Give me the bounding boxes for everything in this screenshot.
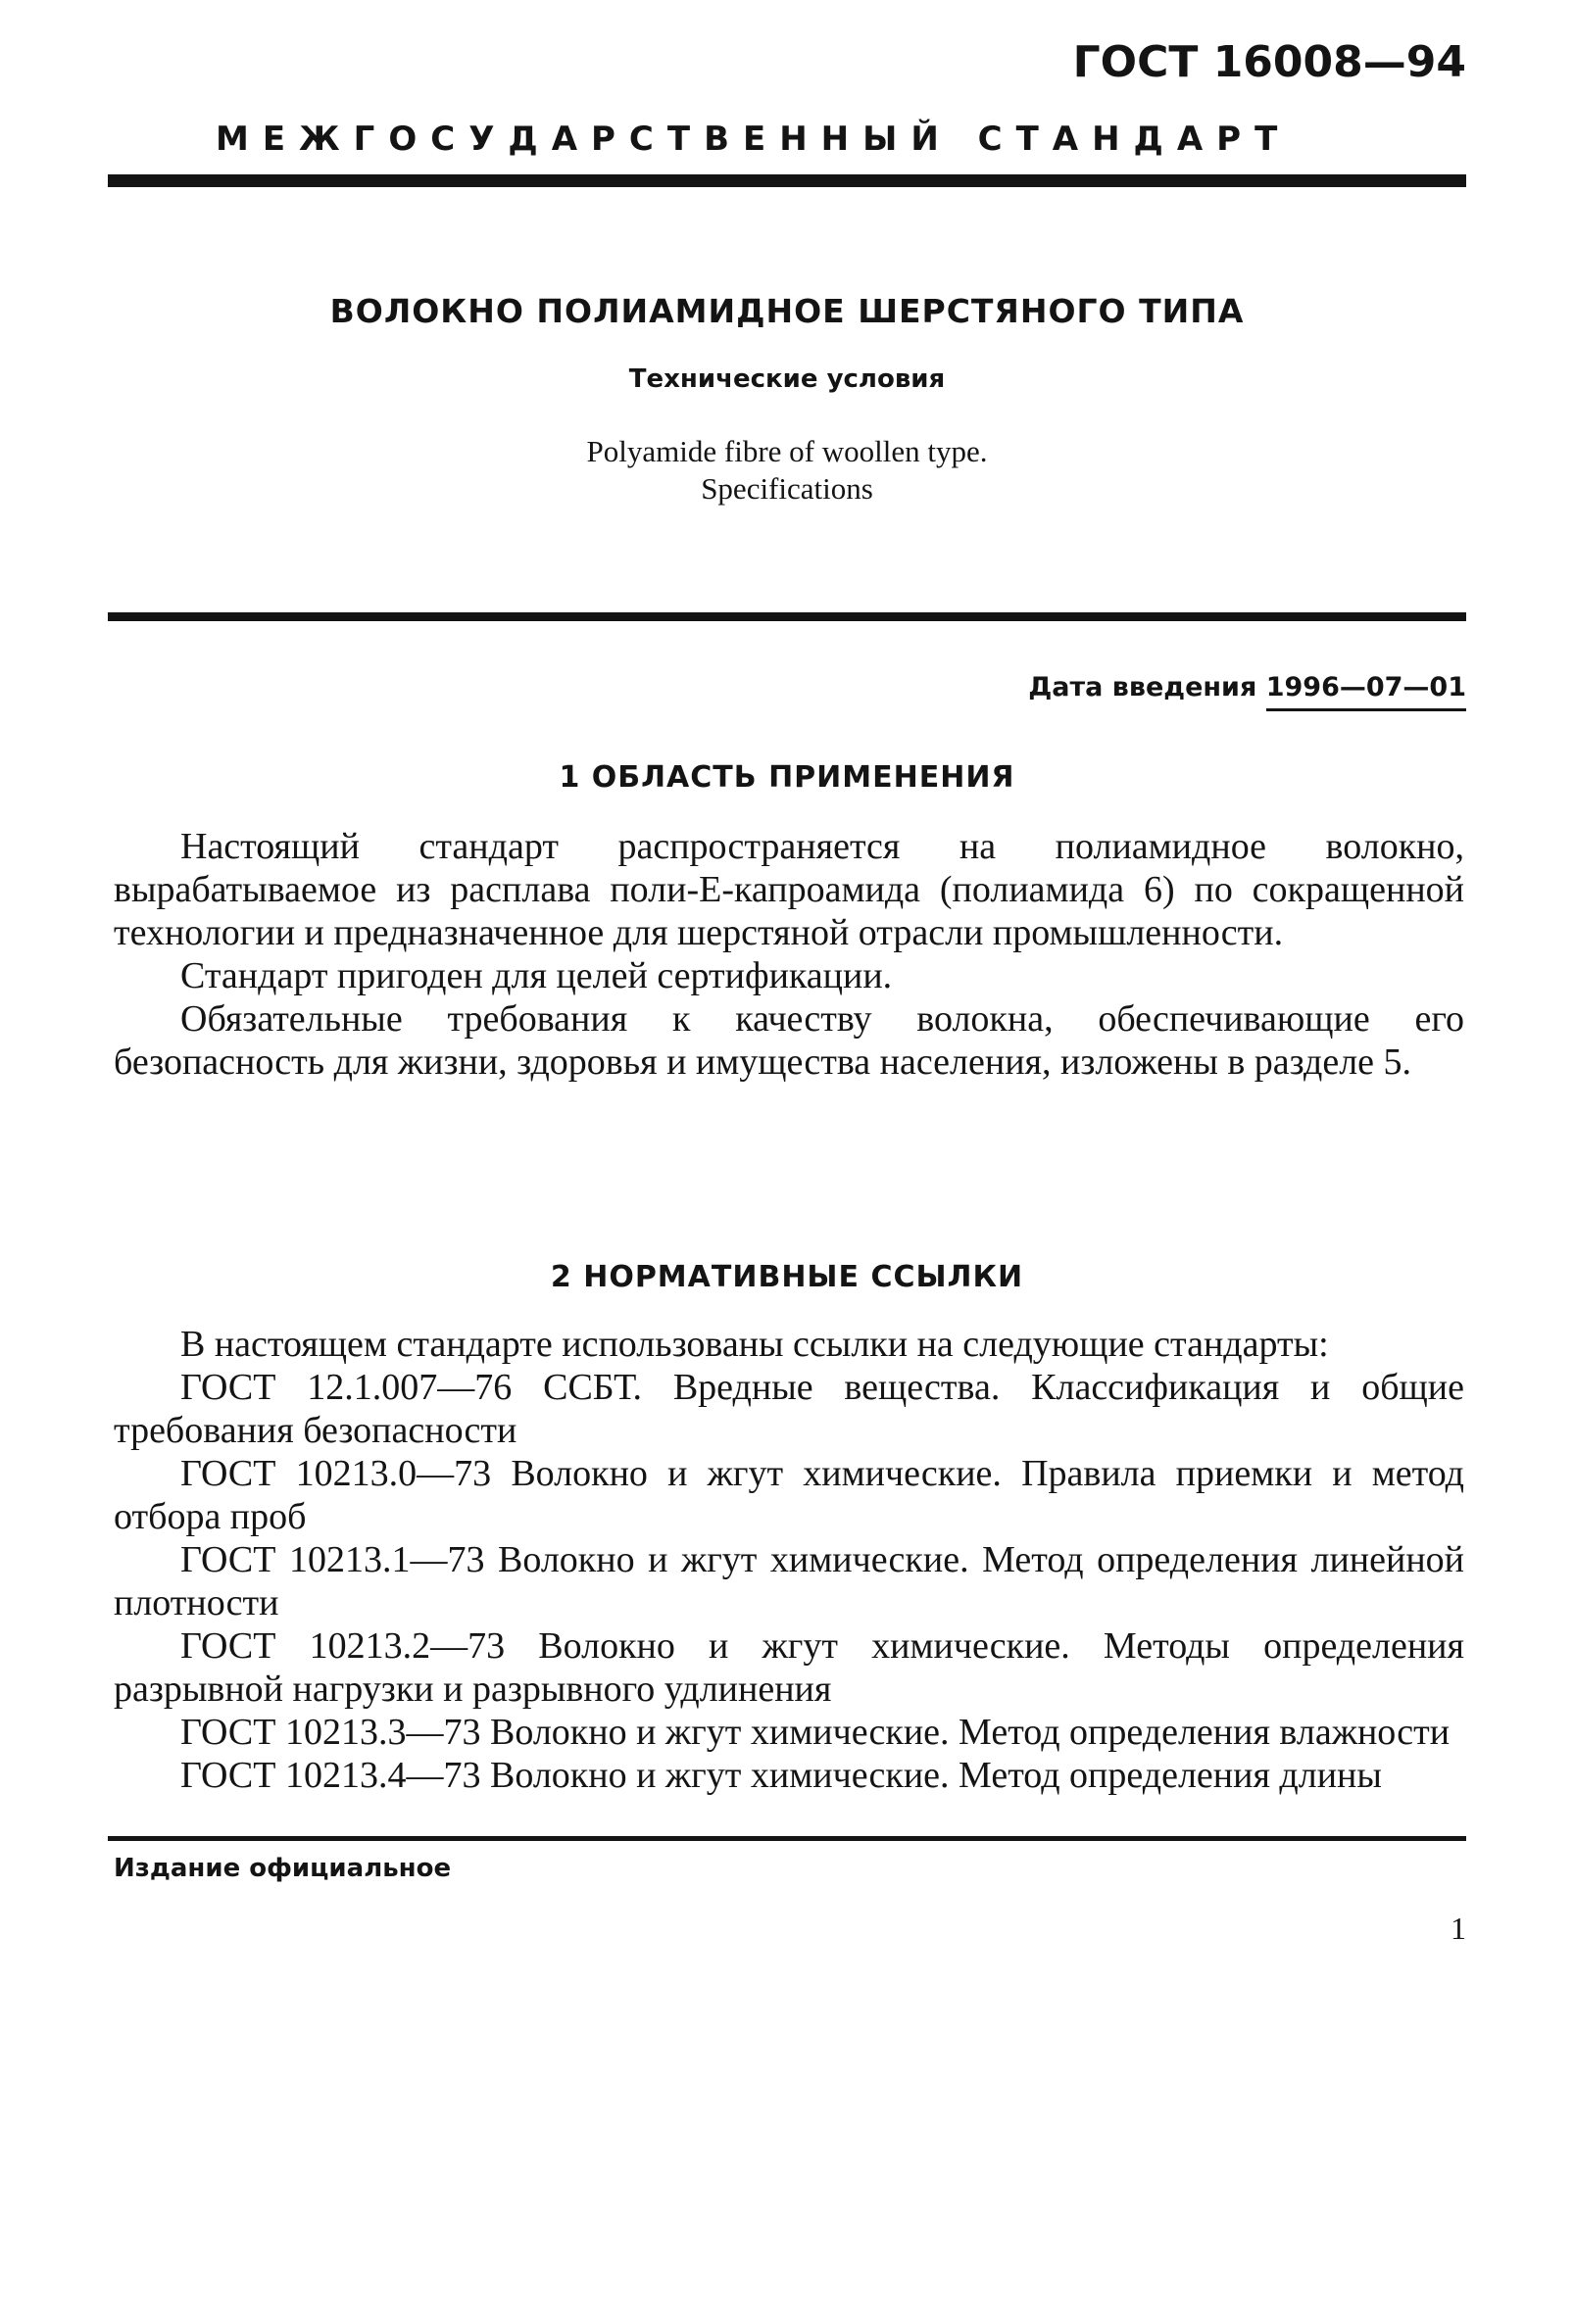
reference-item: ГОСТ 10213.1—73 Волокно и жгут химические. Метод определения линейной плотности <box>114 1539 1464 1623</box>
paragraph: Стандарт пригоден для целей сертификации. <box>180 955 893 996</box>
header-rule <box>108 174 1466 187</box>
reference-item: ГОСТ 10213.0—73 Волокно и жгут химические. Правила приемки и метод отбора проб <box>114 1453 1464 1537</box>
reference-item: ГОСТ 10213.3—73 Волокно и жгут химические. Метод определения влажности <box>180 1712 1451 1753</box>
introduction-date-label: Дата введения <box>1028 672 1257 702</box>
section-1-heading: 1 ОБЛАСТЬ ПРИМЕНЕНИЯ <box>559 760 1015 795</box>
gost-number: ГОСТ 16008—94 <box>1072 37 1466 87</box>
introduction-date-value: 1996—07—01 <box>1266 672 1466 711</box>
document-subtitle: Технические условия <box>628 364 946 394</box>
page-number: 1 <box>1451 1911 1466 1946</box>
paragraph: Настоящий стандарт распространяется на полиамидное волокно, вырабатываемое из расплава поли-Е-капроамида (полиамида 6) по сокращенной технологии и предназначенное для шерстяной отрасли промышленности. <box>114 826 1464 953</box>
references-intro: В настоящем стандарте использованы ссылки на следующие стандарты: <box>180 1324 1329 1365</box>
english-title-line-1: Polyamide fibre of woollen type. <box>586 434 988 468</box>
section-2-body <box>114 1323 1464 1797</box>
introduction-date <box>1028 672 1466 702</box>
reference-item: ГОСТ 10213.2—73 Волокно и жгут химические. Методы определения разрывной нагрузки и разрывного удлинения <box>114 1625 1464 1710</box>
edition-label: Издание официальное <box>114 1854 452 1883</box>
document-title: ВОЛОКНО ПОЛИАМИДНОЕ ШЕРСТЯНОГО ТИПА <box>329 292 1245 330</box>
section-2-heading: 2 НОРМАТИВНЫЕ ССЫЛКИ <box>550 1260 1024 1294</box>
footer-rule <box>108 1836 1466 1841</box>
section-1-body <box>114 825 1464 1084</box>
paragraph: Обязательные требования к качеству волокна, обеспечивающие его безопасность для жизни, здоровья и имущества населения, изложены в разделе 5. <box>114 998 1464 1083</box>
interstate-standard-label: МЕЖГОСУДАРСТВЕННЫЙ СТАНДАРТ <box>216 120 1292 159</box>
english-title-line-2: Specifications <box>701 471 873 506</box>
english-title <box>108 433 1466 508</box>
reference-item: ГОСТ 12.1.007—76 ССБТ. Вредные вещества. Классификация и общие требования безопасности <box>114 1367 1464 1451</box>
reference-item: ГОСТ 10213.4—73 Волокно и жгут химические. Метод определения длины <box>180 1755 1382 1796</box>
title-rule <box>108 612 1466 621</box>
